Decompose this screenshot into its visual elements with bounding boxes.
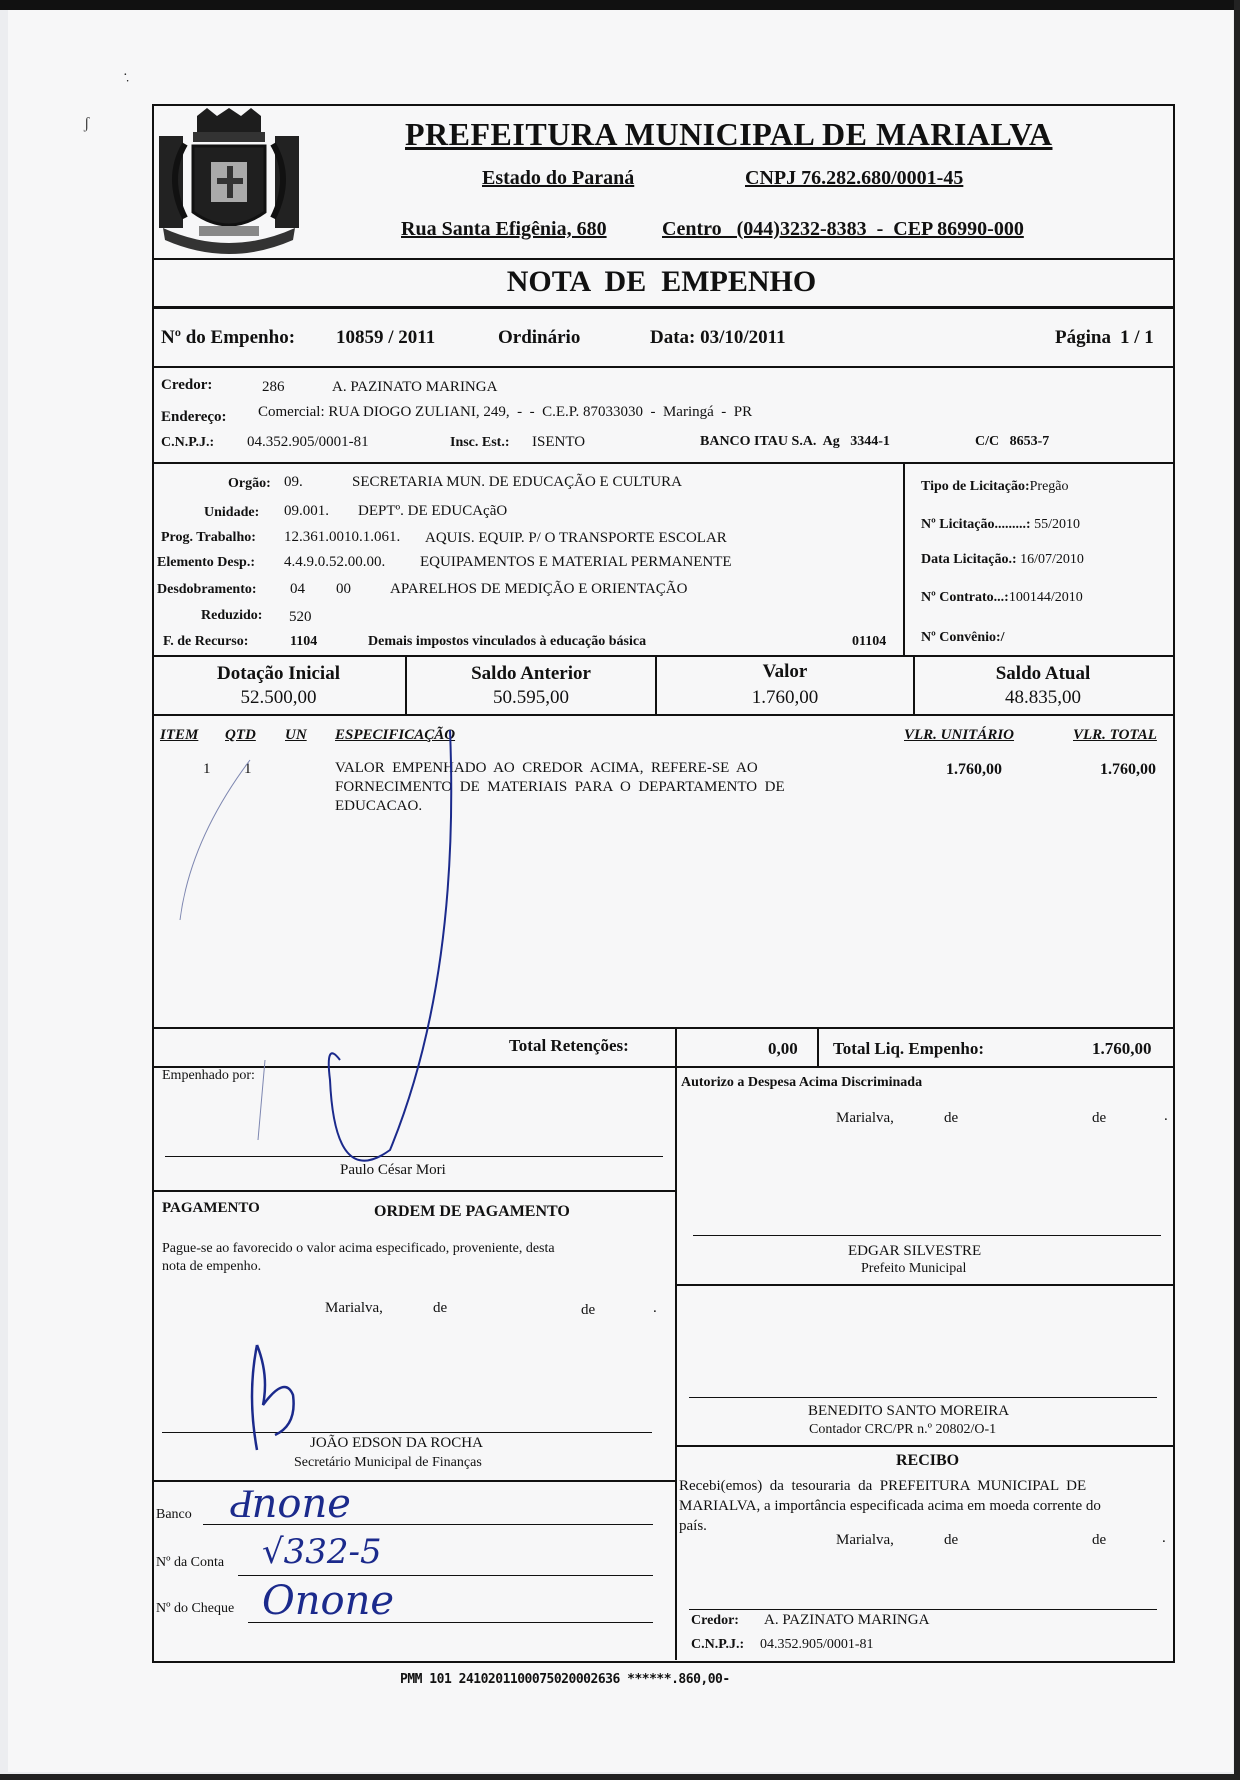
divider (152, 714, 1173, 716)
recibo-city: Marialva, (836, 1532, 894, 1548)
pagamento-de-2: de (581, 1302, 596, 1318)
divider-vertical (675, 1066, 677, 1660)
recibo-de-1: de (944, 1532, 959, 1548)
divider-vertical (903, 462, 905, 656)
unidade-label: Unidade: (204, 505, 260, 520)
pagamento-city: Marialva, (325, 1300, 383, 1316)
contrato-label: Nº Contrato...: (921, 590, 1009, 605)
banco-handwriting: Ԁnone (228, 1481, 351, 1527)
autorizo-city: Marialva, (836, 1110, 894, 1126)
scan-border-bottom (0, 1774, 1240, 1780)
retencoes-label: Total Retenções: (509, 1036, 629, 1055)
insc-label: Insc. Est.: (450, 435, 510, 450)
autorizo-dot: . (1164, 1108, 1168, 1124)
reduzido-value: 520 (289, 609, 312, 625)
conta-handwriting: √332-5 (262, 1532, 382, 1572)
secretario-name: JOÃO EDSON DA ROCHA (310, 1435, 483, 1451)
divider-vertical (817, 1027, 819, 1067)
desdobramento-name: APARELHOS DE MEDIÇÃO E ORIENTAÇÃO (390, 581, 688, 597)
insc-value: ISENTO (532, 434, 586, 450)
divider (152, 462, 1173, 464)
header-address: Rua Santa Efigênia, 680 (401, 218, 607, 240)
valor-value: 1.760,00 (751, 687, 819, 708)
desdobramento-code-2: 00 (336, 581, 351, 597)
signature-line (689, 1609, 1157, 1610)
orgao-code: 09. (284, 474, 303, 490)
credor-cnpj: 04.352.905/0001-81 (247, 434, 369, 450)
saldo-atual-label: Saldo Atual (995, 663, 1091, 684)
autorizo-de-1: de (944, 1110, 959, 1126)
municipal-coat-of-arms-icon (155, 108, 303, 266)
footer-code: PMM 101 2410201100075020002636 ******.860,00- (400, 1672, 730, 1687)
recibo-label: RECIBO (896, 1452, 960, 1469)
col-qtd: QTD (225, 727, 256, 743)
header-title: PREFEITURA MUNICIPAL DE MARIALVA (405, 116, 1053, 152)
recibo-dot: . (1162, 1530, 1166, 1546)
row-qtd: 1 (244, 761, 252, 777)
elemento-name: EQUIPAMENTOS E MATERIAL PERMANENTE (420, 554, 732, 570)
page-label: Página (1055, 327, 1111, 348)
credor-name: A. PAZINATO MARINGA (332, 379, 498, 395)
recibo-de-2: de (1092, 1532, 1107, 1548)
recibo-cnpj-value: 04.352.905/0001-81 (760, 1637, 874, 1652)
scan-mark: ·̣ (123, 68, 128, 83)
liq-empenho-label: Total Liq. Empenho: (833, 1039, 984, 1058)
pagamento-de-1: de (433, 1300, 448, 1316)
signature-line (693, 1235, 1161, 1236)
secretario-title: Secretário Municipal de Finanças (294, 1455, 482, 1470)
empenho-date: Data: 03/10/2011 (650, 327, 786, 348)
col-vlr-total: VLR. TOTAL (1073, 727, 1157, 743)
retencoes-value: 0,00 (768, 1039, 798, 1058)
divider-vertical (675, 1027, 677, 1067)
header-cnpj: CNPJ 76.282.680/0001-45 (745, 167, 964, 189)
cnpj-label: C.N.P.J.: (161, 435, 215, 450)
row-spec-line-2: FORNECIMENTO DE MATERIAIS PARA O DEPARTAMENTO DE (335, 779, 785, 795)
account-info: C/C 8653-7 (975, 434, 1050, 449)
row-item: 1 (203, 761, 211, 777)
page-value: 1 / 1 (1120, 327, 1154, 348)
conta-line (238, 1575, 653, 1576)
divider (152, 1190, 677, 1192)
divider (152, 258, 1173, 260)
row-spec-line-3: EDUCACAO. (335, 798, 423, 814)
credor-label: Credor: (161, 377, 213, 393)
banco-label: Banco (156, 1507, 192, 1522)
pagamento-text-2: nota de empenho. (162, 1259, 262, 1274)
address-label: Endereço: (161, 409, 227, 425)
prefeito-name: EDGAR SILVESTRE (848, 1243, 982, 1259)
row-spec-line-1: VALOR EMPENHADO AO CREDOR ACIMA, REFERE-SE AO (335, 760, 758, 776)
liq-empenho-value: 1.760,00 (1092, 1039, 1152, 1058)
col-especificacao: ESPECIFICAÇÃO (335, 727, 456, 743)
empenho-number-label: Nº do Empenho: (161, 327, 296, 348)
credor-code: 286 (262, 379, 285, 395)
data-licitacao (921, 552, 1084, 568)
prefeito-title: Prefeito Municipal (861, 1261, 967, 1276)
signature-empenhado (150, 720, 480, 1170)
contador-title: Contador CRC/PR n.º 20802/O-1 (809, 1422, 997, 1437)
conta-label: Nº da Conta (156, 1555, 225, 1570)
pagamento-dot: . (653, 1300, 657, 1316)
dotacao-value: 52.500,00 (240, 687, 317, 708)
signature-line (162, 1432, 652, 1433)
tipo-licitacao-label-text: Tipo de Licitação: (921, 479, 1030, 494)
autorizo-de-2: de (1092, 1110, 1107, 1126)
unidade-code: 09.001. (284, 503, 329, 519)
pagamento-text-1: Pague-se ao favorecido o valor acima especificado, proveniente, desta (162, 1241, 555, 1256)
row-total-value: 1.760,00 (1100, 761, 1156, 778)
divider (152, 306, 1173, 309)
reduzido-label: Reduzido: (201, 608, 263, 623)
empenho-number: 10859 / 2011 (336, 327, 436, 348)
saldo-anterior-value: 50.595,00 (493, 687, 569, 708)
divider (675, 1445, 1173, 1447)
tipo-licitacao-label (921, 479, 1069, 495)
prog-label: Prog. Trabalho: (161, 530, 256, 545)
unidade-name: DEPTº. DE EDUCAçãO (358, 503, 508, 519)
num-licitacao-value: 55/2010 (1034, 517, 1080, 532)
tipo-licitacao-value: Pregão (1029, 479, 1069, 494)
empenho-type: Ordinário (498, 327, 581, 348)
divider (675, 1284, 1173, 1286)
header-state: Estado do Paraná (482, 167, 635, 189)
recibo-text-2: MARIALVA, a importância especificada acima em moeda corrente do (679, 1498, 1101, 1514)
recurso-code: 1104 (290, 634, 318, 649)
prog-code: 12.361.0010.1.061. (284, 529, 401, 545)
signature-line (689, 1397, 1157, 1398)
convenio-label: Nº Convênio:/ (921, 630, 1005, 645)
recurso-code-2: 01104 (852, 634, 887, 649)
autorizo-label: Autorizo a Despesa Acima Discriminada (681, 1075, 923, 1090)
document-title: NOTA DE EMPENHO (506, 265, 817, 298)
ordem-pagamento: ORDEM DE PAGAMENTO (374, 1203, 570, 1220)
saldo-anterior-label: Saldo Anterior (471, 663, 591, 684)
data-licitacao-label: Data Licitação.: (921, 552, 1017, 567)
divider (152, 655, 1173, 657)
valor-label: Valor (762, 661, 808, 682)
credor-address: Comercial: RUA DIOGO ZULIANI, 249, - - C.E.P. 87033030 - Maringá - PR (258, 404, 753, 420)
scan-border-top (0, 0, 1240, 10)
elemento-code: 4.4.9.0.52.00.00. (284, 554, 386, 570)
num-licitacao (921, 517, 1080, 533)
prog-name: AQUIS. EQUIP. P/ O TRANSPORTE ESCOLAR (425, 530, 727, 546)
recibo-text-3: país. (679, 1518, 707, 1534)
recurso-name: Demais impostos vinculados à educação básica (368, 634, 647, 649)
col-un: UN (285, 727, 307, 743)
recibo-text-1: Recebi(emos) da tesouraria da PREFEITURA MUNICIPAL DE (679, 1478, 1087, 1494)
row-unit-value: 1.760,00 (946, 761, 1002, 778)
cheque-handwriting: Onone (262, 1578, 395, 1624)
contrato-value: 100144/2010 (1008, 590, 1083, 605)
signature-secretario (245, 1335, 325, 1455)
recurso-label: F. de Recurso: (163, 634, 249, 649)
dotacao-label: Dotação Inicial (217, 663, 340, 684)
saldo-atual-value: 48.835,00 (1005, 687, 1081, 708)
contador-name: BENEDITO SANTO MOREIRA (808, 1403, 1010, 1419)
num-licitacao-label: Nº Licitação.........: (921, 517, 1031, 532)
data-licitacao-value: 16/07/2010 (1020, 552, 1084, 567)
desdobramento-label: Desdobramento: (157, 582, 257, 597)
elemento-label: Elemento Desp.: (157, 555, 255, 570)
contrato (921, 590, 1083, 606)
bank-info: BANCO ITAU S.A. Ag 3344-1 (700, 434, 890, 449)
scan-mark: ʃ (84, 115, 90, 132)
recibo-credor-value: A. PAZINATO MARINGA (764, 1612, 930, 1628)
pagamento-label: PAGAMENTO (162, 1200, 260, 1216)
desdobramento-code: 04 (290, 581, 305, 597)
empenhado-name: Paulo César Mori (340, 1162, 446, 1178)
header-district-phone: Centro (044)3232-8383 - CEP 86990-000 (662, 218, 1024, 240)
col-item: ITEM (160, 727, 199, 743)
empenhado-label: Empenhado por: (162, 1068, 255, 1083)
divider (152, 366, 1173, 368)
orgao-label: Orgão: (228, 476, 271, 491)
col-vlr-unitario: VLR. UNITÁRIO (904, 727, 1015, 743)
cheque-label: Nº do Cheque (156, 1601, 235, 1616)
recibo-credor-label: Credor: (691, 1613, 739, 1628)
recibo-cnpj-label: C.N.P.J.: (691, 1637, 745, 1652)
orgao-name: SECRETARIA MUN. DE EDUCAÇÃO E CULTURA (352, 474, 682, 490)
